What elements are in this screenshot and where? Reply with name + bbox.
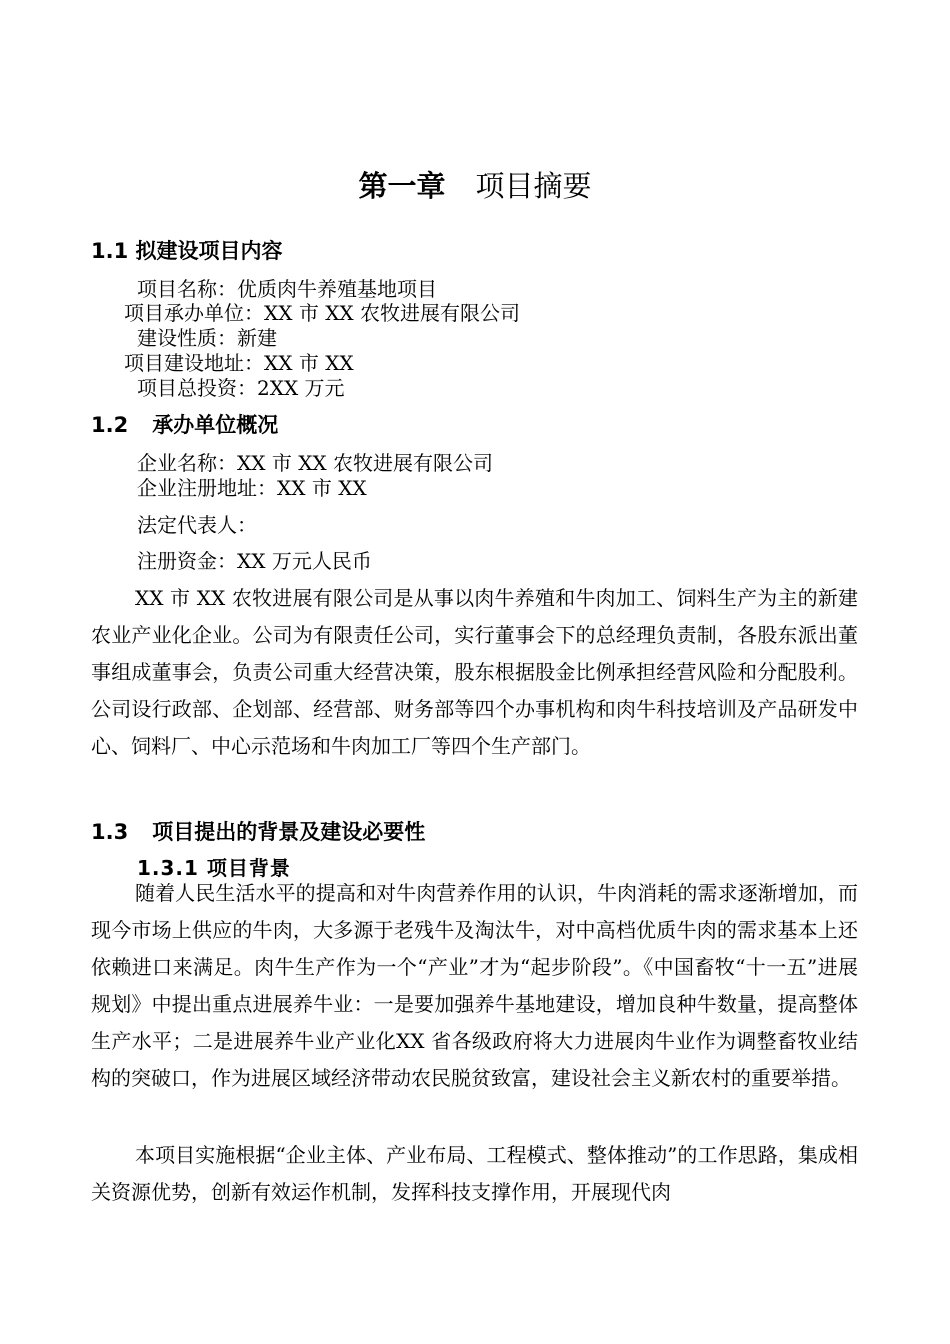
background-paragraph: 随着人民生活水平的提高和对牛肉营养作用的认识，牛肉消耗的需求逐渐增加，而现今市场上供应的牛肉，大多源于老残牛及淘汰牛，对中高档优质牛肉的需求基本上还依赖进口来满足。肉牛生产作为一个“产业”才为“起步阶段”。《中国畜牧“十一五”进展规划》中提出重点进展养牛业：一是要加强养牛基地建设，增加良种牛数量，提高整体生产水平；二是进展养牛业产业化XX 省各级政府将大力进展肉牛业作为调整畜牧业结构的突破口，作为进展区域经济带动农民脱贫致富，建设社会主义新农村的重要举措。 [91, 881, 858, 1090]
construction-nature-line: 建设性质：新建 [137, 326, 277, 350]
chapter-name: 项目摘要 [475, 169, 592, 203]
section-heading-1-3 [91, 818, 425, 846]
section-title: 项目提出的背景及建设必要性 [152, 820, 426, 844]
section-heading-1-2 [91, 411, 278, 439]
subsection-heading-1-3-1: 1.3.1 项目背景 [137, 856, 291, 880]
chapter-number: 第一章 [358, 169, 446, 203]
implementation-paragraph: 本项目实施根据“企业主体、产业布局、工程模式、整体推动”的工作思路，集成相关资源优势，创新有效运作机制，发挥科技支撑作用，开展现代肉 [91, 1143, 858, 1204]
project-address-line: 项目建设地址：XX 市 XX [124, 351, 354, 375]
section-heading-1-1: 1.1 拟建设项目内容 [91, 239, 283, 263]
company-name-line: 企业名称：XX 市 XX 农牧进展有限公司 [137, 451, 494, 475]
legal-representative-line: 法定代表人： [137, 513, 257, 537]
chapter-title [0, 166, 950, 206]
registered-capital-line: 注册资金：XX 万元人民币 [137, 549, 372, 573]
total-investment-line: 项目总投资：2XX 万元 [137, 376, 345, 400]
registered-address-line: 企业注册地址：XX 市 XX [137, 476, 367, 500]
project-name-line: 项目名称：优质肉牛养殖基地项目 [137, 277, 437, 301]
section-title: 承办单位概况 [152, 413, 279, 437]
project-undertaker-line: 项目承办单位：XX 市 XX 农牧进展有限公司 [124, 301, 521, 325]
section-number: 1.3 [91, 820, 129, 844]
company-profile-paragraph: XX 市 XX 农牧进展有限公司是从事以肉牛养殖和牛肉加工、饲料生产为主的新建农业产业化企业。公司为有限责任公司，实行董事会下的总经理负责制，各股东派出董事组成董事会，负责公司重大经营决策，股东根据股金比例承担经营风险和分配股利。公司设行政部、企划部、经营部、财务部等四个办事机构和肉牛科技培训及产品研发中心、饲料厂、中心示范场和牛肉加工厂等四个生产部门。 [91, 586, 858, 758]
section-number: 1.2 [91, 413, 129, 437]
